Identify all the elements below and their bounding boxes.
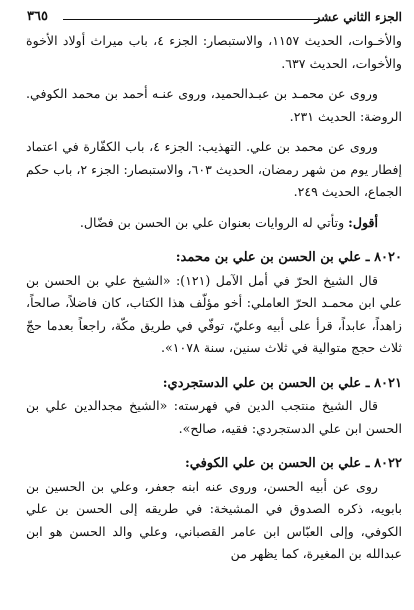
part-title: الجزء الثاني عشر [314,10,402,24]
paragraph-narration: وروى عن محمـد بن عبـدالحميد، وروى عنـه أحمد بن محمد الكوفي. الروضة: الحديث ٢٣١. [26,86,402,124]
header-rule [63,19,318,20]
page-body [26,30,402,566]
entry-heading [26,247,402,270]
paragraph-continuation: والأخـوات، الحديث ١١٥٧، والاستبصار: الجزء ٤، باب ميراث أولاد الأخوة والأخوات، الحديث ٦٣٧. [26,33,402,71]
note-text: وتأتي له الروايات بعنوان علي بن الحسن بن فضّال. [79,214,345,230]
entry-heading [26,373,402,396]
entry-title: علي بن الحسن بن علي الكوفي: [184,456,362,471]
entry-title: علي بن الحسن بن علي الدستجردي: [162,375,362,391]
entry-number: ٨٠٢٢ ـ [365,456,402,471]
paragraph-narration: وروى عن محمد بن علي. التهذيب: الجزء ٤، باب الكفّارة في اعتماد إفطار يوم من شهر رمضان، الحديث ٦٠٣، والاستبصار: الجزء ٢، باب حكم الجماع، الحديث ٢٤٩. [26,139,402,199]
page-number: ٣٦٥ [27,9,48,24]
entry-number: ٨٠٢٠ ـ [365,250,402,265]
aqul-label: أقول: [348,214,378,230]
entry-title: علي بن الحسن بن علي بن محمد: [175,250,362,265]
entry-text: قال الشيخ منتجب الدين في فهرسته: «الشيخ مجدالدين علي بن الحسن ابن علي الدستجردي: فقيه، صالح». [26,398,402,436]
running-header [27,7,402,27]
entry-text: روى عن أبيه الحسن، وروى عنه ابنه جعفر، وعلي بن الحسين بن بابويه، ذكره الصدوق في المشيخة: في طريقه إلى الحسن بن علي الكوفي، وإلى العبّاس ابن عامر القصباني، وعلي والد الحسن هو ابن عبدالله بن المغيرة، كما يظهر من [26,478,402,561]
paragraph-note [26,212,402,235]
entry-number: ٨٠٢١ ـ [365,375,402,391]
entry-text: قال الشيخ الحرّ في أمل الآمل (١٢١): «الشيخ علي بن الحسن بن علي ابن محمـد الحرّ العاملي: أخو مؤلّف هذا الكتاب، كان فاضلاً، صالحاً، زاهداً، عابداً، قرأ على أبيه وعليّ، توفّي في طريق مكّة، راجعاً بعدما حجّ ثلاث حجج متوالية في ثلاث سنين، سنة ١٠٧٨». [26,272,402,355]
entry-heading [26,453,402,476]
